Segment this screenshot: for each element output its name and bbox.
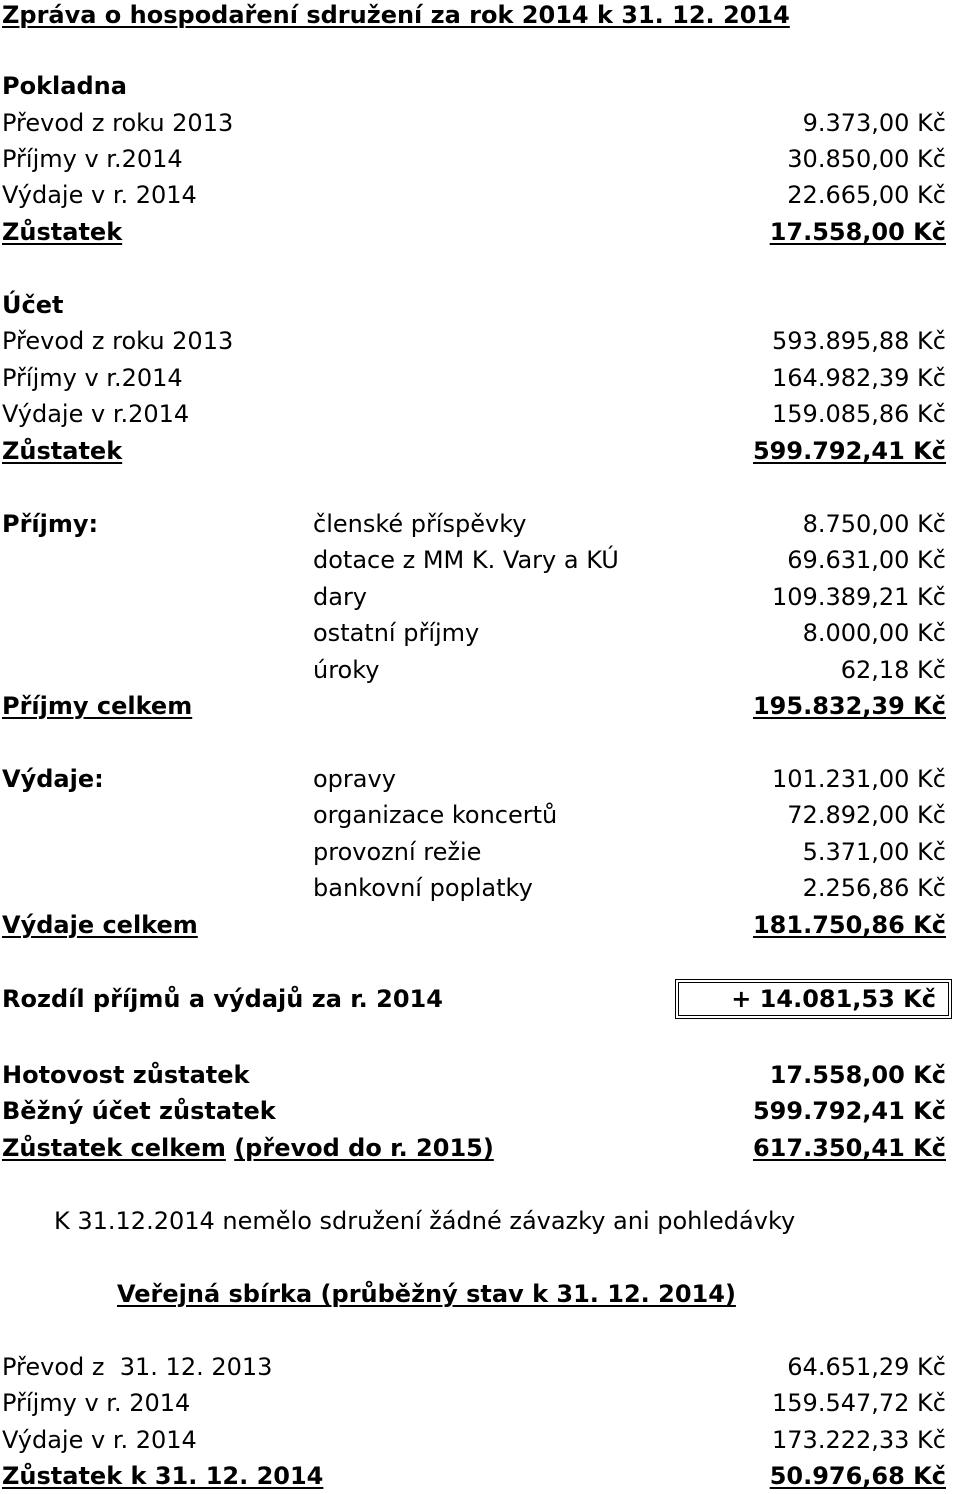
prijmy-heading: Příjmy: <box>2 510 99 538</box>
prijmy-row <box>0 579 960 615</box>
ucet-zustatek-amount: 599.792,41 Kč <box>752 1097 946 1125</box>
zustatek-celkem-amount: 617.350,41 Kč <box>752 1134 946 1162</box>
note-text: K 31.12.2014 nemělo sdružení žádné závazky ani pohledávky <box>54 1207 796 1235</box>
balance-amount: 599.792,41 Kč <box>752 437 946 465</box>
item-label: členské příspěvky <box>313 510 527 538</box>
sbirka-row <box>0 1422 960 1458</box>
balance-label: Zůstatek <box>2 218 123 246</box>
pokladna-heading-line <box>0 68 960 104</box>
vydaje-row <box>0 834 960 870</box>
ucet-heading-line <box>0 287 960 323</box>
sbirka-heading: Veřejná sbírka (průběžný stav k 31. 12. 2014) <box>117 1280 736 1308</box>
item-label: dary <box>313 583 368 611</box>
zustatek-celkem-label <box>2 1130 494 1166</box>
pokladna-row <box>0 105 960 141</box>
item-label: provozní režie <box>313 838 482 866</box>
prijmy-row <box>0 652 960 688</box>
row-amount: 173.222,33 Kč <box>772 1426 946 1454</box>
hotovost-row <box>0 1057 960 1093</box>
row-label: Převod z roku 2013 <box>2 109 234 137</box>
ucet-heading: Účet <box>2 291 64 319</box>
total-label: Příjmy celkem <box>2 692 193 720</box>
row-label: Výdaje v r. 2014 <box>2 1426 197 1454</box>
item-amount: 109.389,21 Kč <box>772 583 946 611</box>
row-amount: 9.373,00 Kč <box>802 109 946 137</box>
row-amount: 30.850,00 Kč <box>787 145 946 173</box>
pokladna-heading: Pokladna <box>2 72 127 100</box>
sbirka-row <box>0 1349 960 1385</box>
balance-amount: 50.976,68 Kč <box>769 1462 946 1490</box>
row-amount: 164.982,39 Kč <box>772 364 946 392</box>
vydaje-heading: Výdaje: <box>2 765 104 793</box>
row-amount: 159.085,86 Kč <box>772 400 946 428</box>
zustatek-celkem-label-a: Zůstatek celkem <box>2 1134 226 1162</box>
sbirka-row <box>0 1385 960 1421</box>
balance-label: Zůstatek <box>2 437 123 465</box>
zustatek-celkem-label-b: (převod do r. 2015) <box>234 1134 494 1162</box>
row-label: Převod z 31. 12. 2013 <box>2 1353 273 1381</box>
rozdil-box <box>675 979 952 1019</box>
hotovost-amount: 17.558,00 Kč <box>769 1061 946 1089</box>
ucet-row <box>0 323 960 359</box>
rozdil-label: Rozdíl příjmů a výdajů za r. 2014 <box>2 985 443 1013</box>
vydaje-row <box>0 870 960 906</box>
item-amount: 8.000,00 Kč <box>802 619 946 647</box>
prijmy-row <box>0 542 960 578</box>
row-label: Příjmy v r.2014 <box>2 364 183 392</box>
prijmy-row <box>0 506 960 542</box>
ucet-row <box>0 396 960 432</box>
item-amount: 69.631,00 Kč <box>787 546 946 574</box>
prijmy-total-row <box>0 688 960 724</box>
vydaje-total-row <box>0 907 960 943</box>
item-label: úroky <box>313 656 380 684</box>
item-amount: 101.231,00 Kč <box>772 765 946 793</box>
item-amount: 8.750,00 Kč <box>802 510 946 538</box>
balance-label: Zůstatek k 31. 12. 2014 <box>2 1462 324 1490</box>
item-label: opravy <box>313 765 396 793</box>
pokladna-row <box>0 177 960 213</box>
pokladna-row <box>0 141 960 177</box>
pokladna-balance-row <box>0 214 960 250</box>
hotovost-label: Hotovost zůstatek <box>2 1061 250 1089</box>
vydaje-row <box>0 761 960 797</box>
item-label: bankovní poplatky <box>313 874 533 902</box>
total-amount: 181.750,86 Kč <box>752 911 946 939</box>
report-title: Zpráva o hospodaření sdružení za rok 2014 k 31. 12. 2014 <box>2 1 790 29</box>
prijmy-row <box>0 615 960 651</box>
zustatek-celkem-row <box>0 1130 960 1166</box>
row-label: Výdaje v r. 2014 <box>2 181 197 209</box>
row-label: Příjmy v r.2014 <box>2 145 183 173</box>
item-amount: 5.371,00 Kč <box>802 838 946 866</box>
row-amount: 22.665,00 Kč <box>787 181 946 209</box>
sbirka-balance-row <box>0 1458 960 1494</box>
item-label: ostatní příjmy <box>313 619 480 647</box>
vydaje-row <box>0 797 960 833</box>
item-amount: 72.892,00 Kč <box>787 801 946 829</box>
rozdil-amount: + 14.081,53 Kč <box>731 985 936 1013</box>
item-label: dotace z MM K. Vary a KÚ <box>313 546 619 574</box>
row-label: Výdaje v r.2014 <box>2 400 190 428</box>
balance-amount: 17.558,00 Kč <box>769 218 946 246</box>
total-label: Výdaje celkem <box>2 911 198 939</box>
item-label: organizace koncertů <box>313 801 558 829</box>
ucet-zustatek-label: Běžný účet zůstatek <box>2 1097 276 1125</box>
row-label: Příjmy v r. 2014 <box>2 1389 191 1417</box>
report-title-line <box>0 0 960 36</box>
row-amount: 593.895,88 Kč <box>772 327 946 355</box>
item-amount: 2.256,86 Kč <box>802 874 946 902</box>
row-amount: 64.651,29 Kč <box>787 1353 946 1381</box>
ucet-balance-row <box>0 433 960 469</box>
ucet-zustatek-row <box>0 1093 960 1129</box>
row-label: Převod z roku 2013 <box>2 327 234 355</box>
ucet-row <box>0 360 960 396</box>
row-amount: 159.547,72 Kč <box>772 1389 946 1417</box>
total-amount: 195.832,39 Kč <box>752 692 946 720</box>
item-amount: 62,18 Kč <box>840 656 946 684</box>
